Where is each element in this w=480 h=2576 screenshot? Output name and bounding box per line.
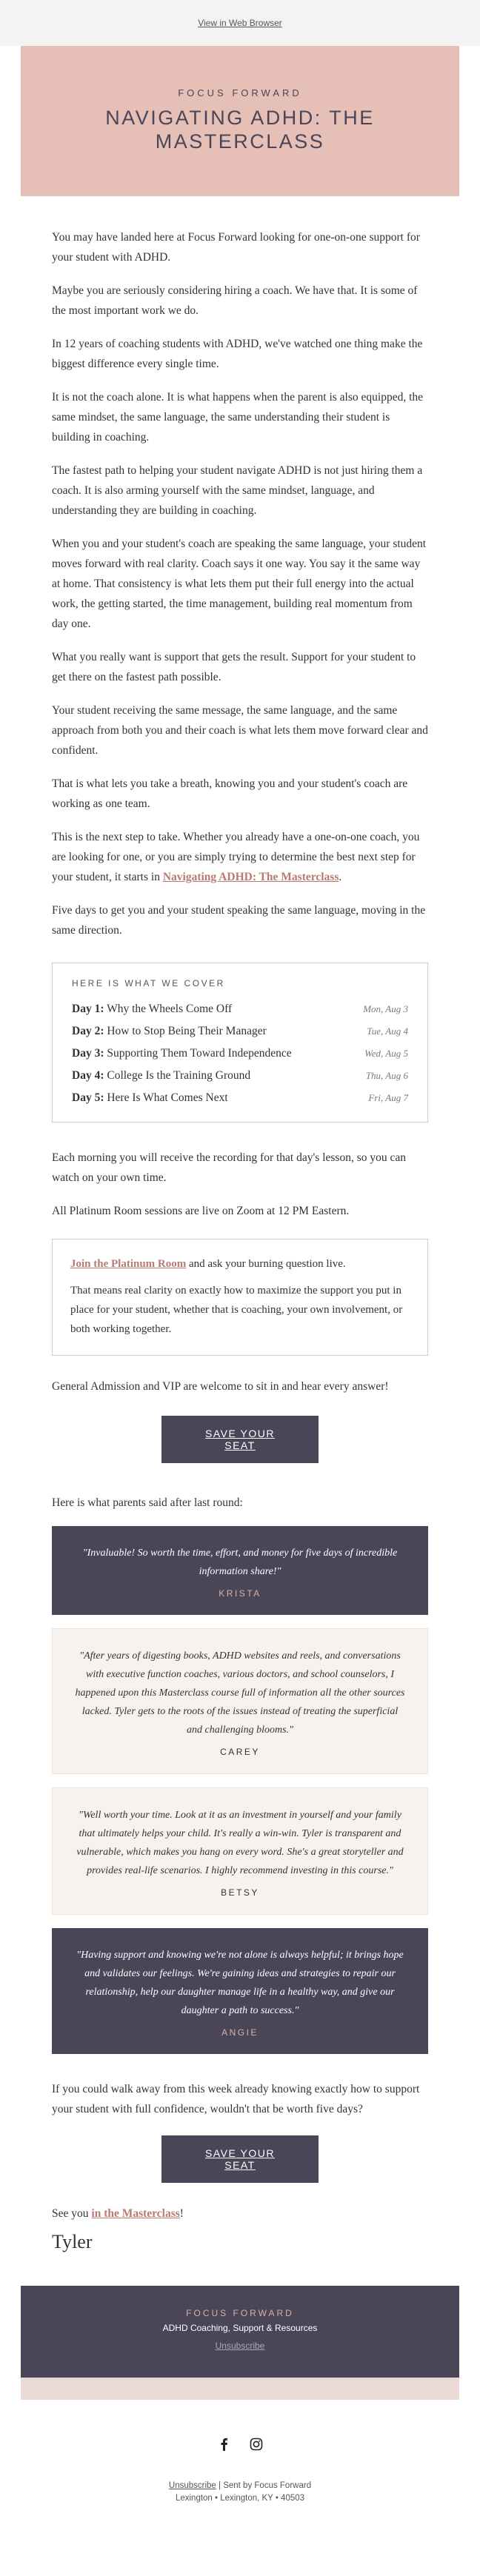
body-paragraph: Maybe you are seriously considering hiring a coach. We have that. It is some of the most important work we do. — [52, 284, 418, 317]
facebook-icon[interactable] — [216, 2437, 231, 2452]
top-bar — [0, 0, 480, 46]
body-paragraph: In 12 years of coaching students with ADHD, we've watched one thing make the biggest difference every single time. — [52, 338, 423, 370]
testimonial-card — [52, 1787, 428, 1915]
day-label: Day 3: — [72, 1047, 104, 1060]
body-paragraph: That is what lets you take a breath, knowing you and your student's coach are working as one team. — [52, 777, 408, 810]
save-seat-button[interactable]: SAVE YOUR SEAT — [161, 1416, 319, 1463]
email-frame — [21, 46, 459, 2378]
curriculum-row — [72, 1024, 408, 1039]
day-topic — [72, 1002, 232, 1017]
email-body — [21, 196, 459, 2286]
day-topic — [72, 1091, 228, 1105]
curriculum-row — [72, 1068, 408, 1083]
text: . — [339, 871, 342, 883]
day-topic — [72, 1024, 267, 1039]
body-paragraph: It is not the coach alone. It is what happens when the parent is also equipped, the same mindset, the same language, the same understanding their student is building in coaching. — [52, 391, 424, 444]
curriculum-box — [52, 963, 428, 1123]
schedule-paragraph: All Platinum Room sessions are live on Zoom at 12 PM Eastern. — [52, 1205, 350, 1217]
day-label: Day 1: — [72, 1003, 104, 1015]
topic: Supporting Them Toward Independence — [107, 1047, 292, 1060]
instagram-icon[interactable] — [249, 2437, 264, 2452]
day-topic — [72, 1046, 292, 1061]
text: See you — [52, 2207, 92, 2220]
cta-wrap — [52, 2135, 428, 2183]
masterclass-link[interactable]: Navigating ADHD: The Masterclass — [162, 871, 339, 883]
body-paragraph: Five days to get you and your student speaking the same language, moving in the same direction. — [52, 904, 426, 937]
platinum-description: That means real clarity on exactly how to maximize the support you put in place for your student, whether that is coaching, your own involvement, or both working together. — [70, 1285, 403, 1335]
day-label: Day 2: — [72, 1025, 104, 1037]
curriculum-title: HERE IS WHAT WE COVER — [72, 978, 225, 988]
day-label: Day 4: — [72, 1069, 104, 1082]
curriculum-row — [72, 1091, 408, 1105]
testimonials-intro: Here is what parents said after last round: — [52, 1496, 243, 1509]
cta-wrap — [52, 1416, 428, 1463]
testimonial-quote: "Having support and knowing we're not alone is always helpful; it brings hope and validates our feelings. We're gaining ideas and strategies to repair our relationship, help our daughter manage life in a healthy way, and give our daughter a path to success." — [76, 1950, 404, 2016]
topic: Here Is What Comes Next — [107, 1091, 228, 1104]
brand-footer — [21, 2286, 459, 2378]
social-links — [0, 2437, 480, 2452]
body-paragraph: You may have landed here at Focus Forward looking for one-on-one support for your student with ADHD. — [52, 231, 420, 264]
testimonial-quote: "Well worth your time. Look at it as an investment in yourself and your family that ultimately helps your child. It's really a win-win. Tyler is transparent and vulnerable, which makes you hang on every word. She's a great storyteller and provides real-life scenarios. I highly recommend investing in this course." — [76, 1810, 404, 1876]
text: and ask your burning question live. — [186, 1258, 346, 1270]
text: | Sent by Focus Forward — [216, 2481, 312, 2490]
masterclass-link[interactable]: in the Masterclass — [91, 2207, 180, 2220]
topic: How to Stop Being Their Manager — [107, 1025, 267, 1037]
platinum-line — [70, 1254, 410, 1274]
footer-unsubscribe-link[interactable]: Unsubscribe — [215, 2341, 265, 2351]
topic: College Is the Training Ground — [107, 1069, 251, 1082]
hero-title: NAVIGATING ADHD: THE MASTERCLASS — [105, 107, 375, 153]
hero-banner — [21, 46, 459, 196]
legal-line — [0, 2480, 480, 2492]
day-label: Day 5: — [72, 1091, 104, 1104]
testimonial-quote: "After years of digesting books, ADHD websites and reels, and conversations with executive function coaches, various doctors, and school counselors, I happened upon this Masterclass course full of information all the other sources lacked. Tyler gets to the roots of the issues instead of treating the superficial and challenging blooms." — [75, 1650, 405, 1736]
body-paragraph: Your student receiving the same message, the same language, and the same approach from both you and their coach is what lets them move forward clear and confident. — [52, 704, 428, 757]
platinum-room-box — [52, 1239, 428, 1356]
legal-unsubscribe-link[interactable]: Unsubscribe — [168, 2481, 216, 2490]
see-you-line — [52, 2204, 428, 2224]
day-date: Wed, Aug 5 — [364, 1048, 408, 1059]
day-topic — [72, 1068, 250, 1083]
testimonial-author: KRISTA — [219, 1588, 261, 1599]
platinum-room-link[interactable]: Join the Platinum Room — [70, 1258, 187, 1270]
save-seat-button[interactable]: SAVE YOUR SEAT — [161, 2135, 319, 2183]
day-date: Fri, Aug 7 — [368, 1092, 408, 1103]
view-in-browser-link[interactable]: View in Web Browser — [198, 18, 282, 28]
testimonial-quote: "Invaluable! So worth the time, effort, and money for five days of incredible information share!" — [82, 1548, 398, 1577]
text: ! — [179, 2207, 184, 2220]
body-paragraph: The fastest path to helping your student navigate ADHD is not just hiring them a coach. It is also arming yourself with the same mindset, language, and understanding they are building in coaching. — [52, 464, 423, 517]
brand-kicker: FOCUS FORWARD — [178, 87, 302, 98]
testimonial-card — [52, 1928, 428, 2054]
body-paragraph: When you and your student's coach are speaking the same language, your student moves forward with real clarity. Coach says it one way. You say it the same way at home. That consistency is what lets them put their full energy into the actual work, the getting started, the time management, building real momentum from day one. — [52, 538, 427, 630]
body-paragraph-with-link — [52, 827, 428, 887]
legal-footer — [0, 2480, 480, 2527]
testimonial-author: BETSY — [221, 1887, 259, 1898]
footer-tagline: ADHD Coaching, Support & Resources — [162, 2323, 318, 2333]
curriculum-row — [72, 1002, 408, 1017]
testimonial-card — [52, 1526, 428, 1615]
day-date: Tue, Aug 4 — [367, 1026, 408, 1037]
frame-bottom — [21, 2378, 459, 2400]
topic: Why the Wheels Come Off — [107, 1003, 233, 1015]
testimonial-author: CAREY — [220, 1747, 260, 1757]
admission-note: General Admission and VIP are welcome to sit in and hear every answer! — [52, 1380, 389, 1393]
footer-brand: FOCUS FORWARD — [186, 2308, 294, 2318]
day-date: Thu, Aug 6 — [365, 1070, 408, 1081]
closing-paragraph: If you could walk away from this week already knowing exactly how to support your student with full confidence, wouldn't that be worth five days? — [52, 2083, 420, 2115]
testimonial-author: ANGIE — [221, 2027, 259, 2038]
curriculum-row — [72, 1046, 408, 1061]
schedule-paragraph: Each morning you will receive the recording for that day's lesson, so you can watch on your own time. — [52, 1151, 406, 1184]
text: This is the next step to take. Whether you already have a one-on-one coach, you are looking for one, or you are simply trying to determine the best next step for your student, it starts in — [52, 831, 420, 883]
day-date: Mon, Aug 3 — [363, 1003, 408, 1014]
body-paragraph: What you really want is support that gets the result. Support for your student to get there on the fastest path possible. — [52, 651, 416, 683]
sender-address: Lexington • Lexington, KY • 40503 — [175, 2494, 305, 2503]
testimonial-card — [52, 1628, 428, 1774]
signature: Tyler — [52, 2231, 93, 2252]
